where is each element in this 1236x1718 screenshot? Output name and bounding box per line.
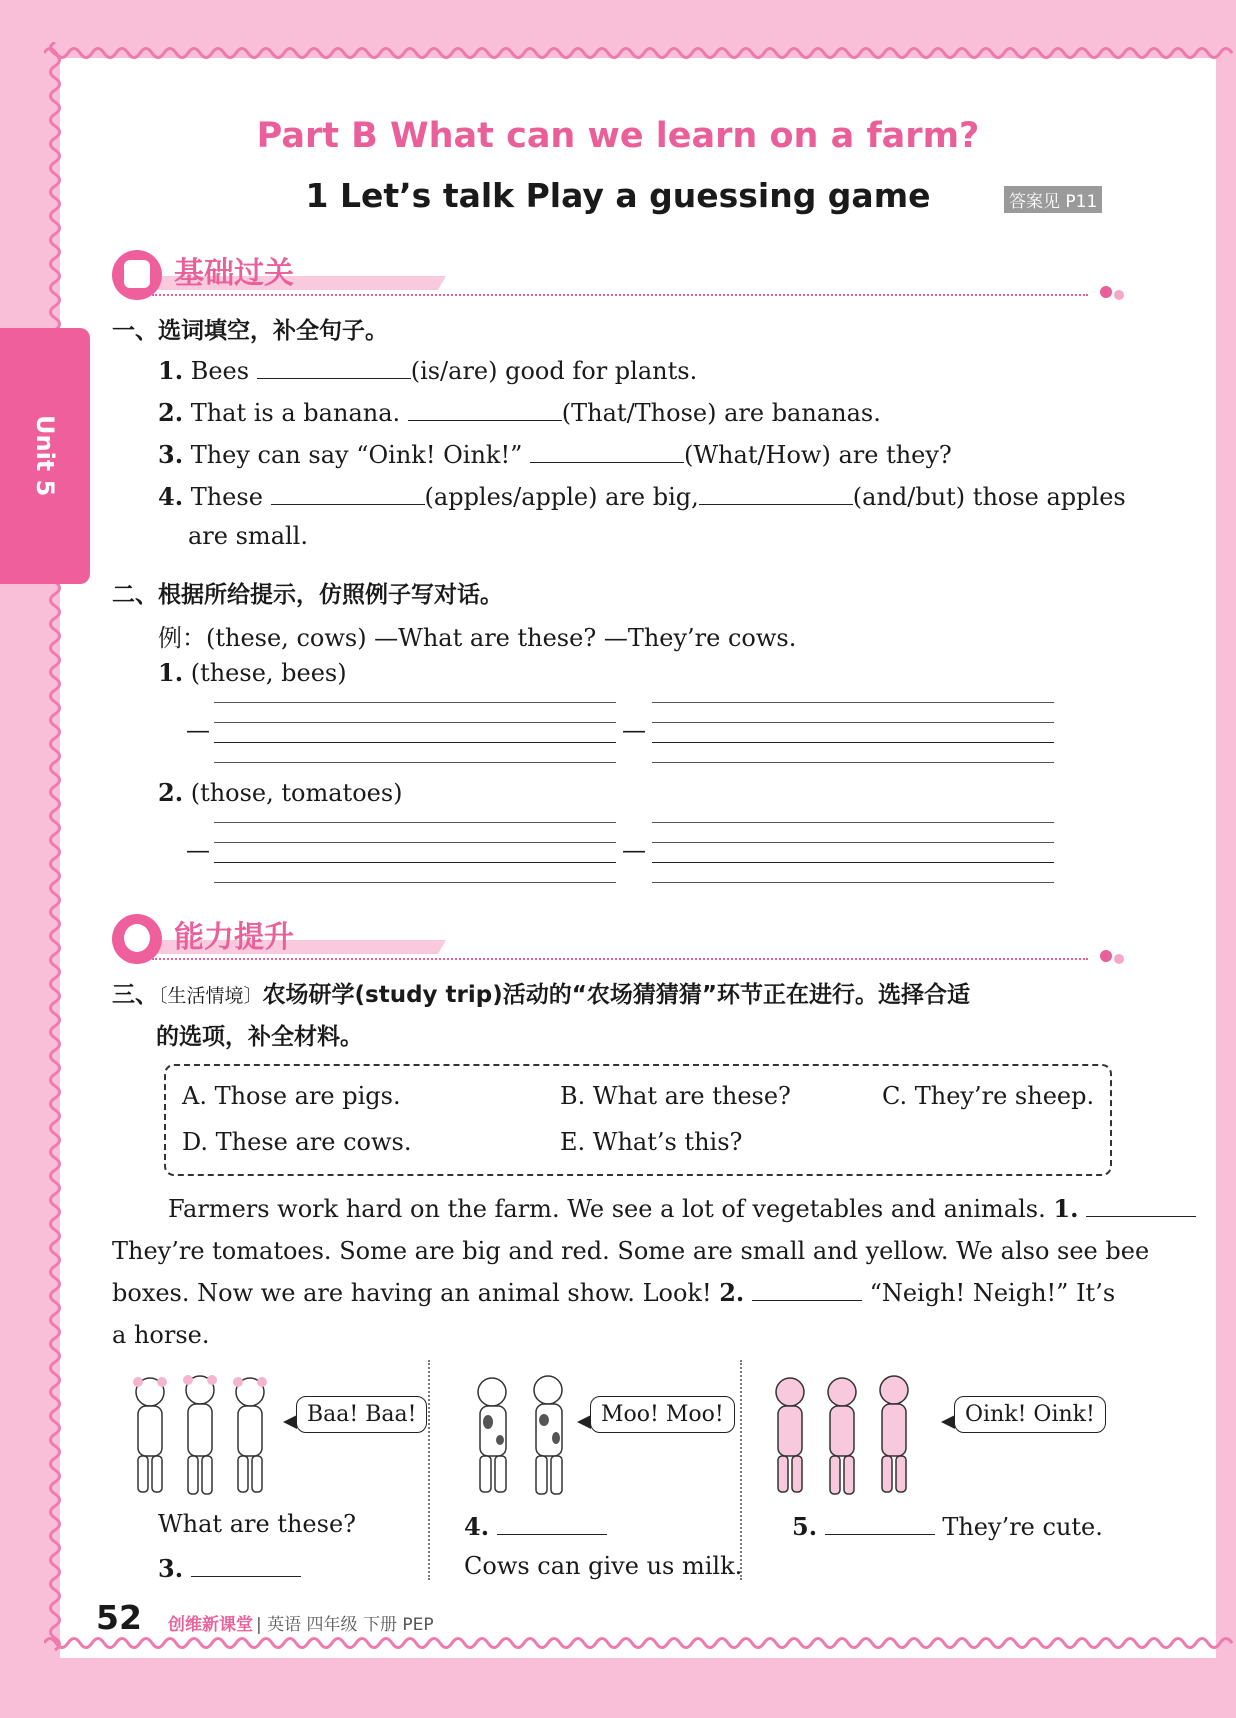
section-heading-advanced	[112, 908, 1112, 968]
panel-divider	[428, 1360, 430, 1580]
wavy-left-border	[44, 42, 66, 1654]
unit-tab	[0, 328, 90, 584]
answer-blank[interactable]	[825, 1510, 935, 1535]
q2-item-2	[158, 778, 403, 807]
answer-blank[interactable]	[1086, 1192, 1196, 1217]
question-title: 一、选词填空，补全句子。	[112, 318, 388, 344]
option-c: C. They’re sheep.	[882, 1082, 1095, 1110]
mascot-icon	[112, 250, 162, 300]
panel-divider	[740, 1360, 742, 1580]
item-number: 1.	[158, 356, 184, 385]
dotted-divider	[152, 294, 1088, 296]
panel-answer-line	[464, 1510, 607, 1541]
sheep-kids-illustration	[124, 1372, 284, 1500]
writing-line[interactable]	[652, 722, 1054, 723]
paragraph-line: They’re tomatoes. Some are big and red. Some are small and yellow. We also see bee	[112, 1237, 1150, 1265]
question-title: 二、根据所给提示，仿照例子写对话。	[112, 582, 503, 608]
section-heading-label: 基础过关	[174, 256, 294, 291]
q1-item-4-continuation: are small.	[188, 522, 308, 550]
question-title-continuation: 的选项，补全材料。	[156, 1024, 363, 1050]
part-title: Part B What can we learn on a farm?	[256, 116, 980, 156]
answer-blank[interactable]	[530, 438, 684, 463]
panel-text: Cows can give us milk.	[464, 1552, 743, 1580]
item-text: (apples/apple) are big,	[424, 483, 699, 511]
paragraph-line	[168, 1188, 1196, 1230]
question-title	[112, 976, 970, 1009]
bubble-icon	[1114, 290, 1124, 300]
item-text: Bees	[190, 357, 250, 385]
item-text: These	[190, 483, 263, 511]
q1-item-2	[158, 396, 881, 427]
page-number: 52	[96, 1598, 142, 1637]
item-number: 1.	[158, 658, 184, 687]
answer-blank[interactable]	[497, 1510, 607, 1535]
writing-line[interactable]	[652, 882, 1054, 883]
paragraph-text: Farmers work hard on the farm. We see a lot of vegetables and animals.	[168, 1195, 1046, 1223]
panel-text: What are these?	[158, 1510, 357, 1538]
section-heading-label: 能力提升	[174, 920, 294, 955]
answer-blank[interactable]	[699, 480, 853, 505]
bubble-icon	[1114, 954, 1124, 964]
item-text: (is/are) good for plants.	[410, 357, 698, 385]
unit-tab-label: Unit 5	[31, 415, 59, 497]
answer-blank[interactable]	[191, 1552, 301, 1577]
item-text: (What/How) are they?	[684, 441, 952, 469]
dotted-divider	[152, 958, 1088, 960]
writing-line[interactable]	[214, 722, 616, 723]
paragraph-text: boxes. Now we are having an animal show. Look!	[112, 1279, 712, 1307]
writing-line[interactable]	[214, 862, 616, 863]
dialogue-dash: —	[622, 716, 646, 744]
wavy-bottom-border	[44, 1632, 1236, 1654]
footer-brand: 创维新课堂	[168, 1615, 253, 1635]
writing-line[interactable]	[214, 762, 616, 763]
q1-item-1	[158, 354, 697, 385]
blank-number: 1.	[1053, 1194, 1079, 1223]
example-line: 例：(these, cows) —What are these? —They’re cows.	[158, 624, 797, 652]
paragraph-text: “Neigh! Neigh!” It’s	[869, 1279, 1116, 1307]
option-e: E. What’s this?	[560, 1128, 743, 1156]
writing-line[interactable]	[214, 882, 616, 883]
item-number: 2.	[158, 398, 184, 427]
footer-info: | 英语 四年级 下册 PEP	[256, 1615, 434, 1635]
answer-blank[interactable]	[408, 396, 562, 421]
item-hint: (these, bees)	[190, 659, 347, 687]
speech-bubble: Moo! Moo!	[590, 1396, 735, 1433]
item-text: (That/Those) are bananas.	[561, 399, 881, 427]
pig-kids-illustration	[764, 1372, 924, 1500]
context-tag: 〔生活情境〕	[158, 985, 263, 1007]
dialogue-dash: —	[186, 836, 210, 864]
option-b: B. What are these?	[560, 1082, 791, 1110]
writing-line[interactable]	[214, 742, 616, 743]
speech-bubble: Oink! Oink!	[954, 1396, 1106, 1433]
q1-item-4	[158, 480, 1126, 511]
writing-line[interactable]	[214, 842, 616, 843]
panel-text: They’re cute.	[942, 1513, 1103, 1541]
panel-answer-line	[158, 1552, 301, 1583]
lesson-title: 1 Let’s talk Play a guessing game	[305, 176, 931, 215]
section-heading-basic	[112, 244, 1112, 304]
paragraph-line: a horse.	[112, 1321, 210, 1349]
item-number: 2.	[158, 778, 184, 807]
writing-line[interactable]	[652, 702, 1054, 703]
writing-line[interactable]	[652, 762, 1054, 763]
blank-number: 4.	[464, 1512, 490, 1541]
item-number: 4.	[158, 482, 184, 511]
options-box	[164, 1064, 1112, 1176]
writing-line[interactable]	[214, 702, 616, 703]
cow-kids-illustration	[462, 1372, 582, 1500]
item-text: They can say “Oink! Oink!”	[190, 441, 523, 469]
item-text: That is a banana.	[190, 399, 401, 427]
item-text: (and/but) those apples	[852, 483, 1126, 511]
panel-answer-line	[792, 1510, 1103, 1541]
mascot-icon	[112, 914, 162, 964]
blank-number: 5.	[792, 1512, 818, 1541]
dialogue-dash: —	[186, 716, 210, 744]
wavy-top-border	[44, 42, 1236, 64]
bubble-icon	[1100, 286, 1112, 298]
answer-reference-badge: 答案见 P11	[1004, 186, 1102, 213]
writing-line[interactable]	[652, 822, 1054, 823]
question-prefix: 三、	[112, 982, 158, 1008]
writing-line[interactable]	[652, 842, 1054, 843]
blank-number: 2.	[719, 1278, 745, 1307]
question-title-line: 农场研学(study trip)活动的“农场猜猜猜”环节正在进行。选择合适	[262, 982, 970, 1008]
option-d: D. These are cows.	[182, 1128, 412, 1156]
speech-bubble: Baa! Baa!	[296, 1396, 427, 1433]
writing-line[interactable]	[214, 822, 616, 823]
paragraph-line	[112, 1272, 1115, 1314]
answer-blank[interactable]	[257, 354, 411, 379]
item-number: 3.	[158, 440, 184, 469]
dialogue-dash: —	[622, 836, 646, 864]
answer-blank[interactable]	[271, 480, 425, 505]
option-a: A. Those are pigs.	[182, 1082, 401, 1110]
bubble-icon	[1100, 950, 1112, 962]
writing-line[interactable]	[652, 862, 1054, 863]
q1-item-3	[158, 438, 952, 469]
answer-blank[interactable]	[752, 1276, 862, 1301]
writing-line[interactable]	[652, 742, 1054, 743]
q2-item-1	[158, 658, 347, 687]
item-hint: (those, tomatoes)	[190, 779, 403, 807]
blank-number: 3.	[158, 1554, 184, 1583]
